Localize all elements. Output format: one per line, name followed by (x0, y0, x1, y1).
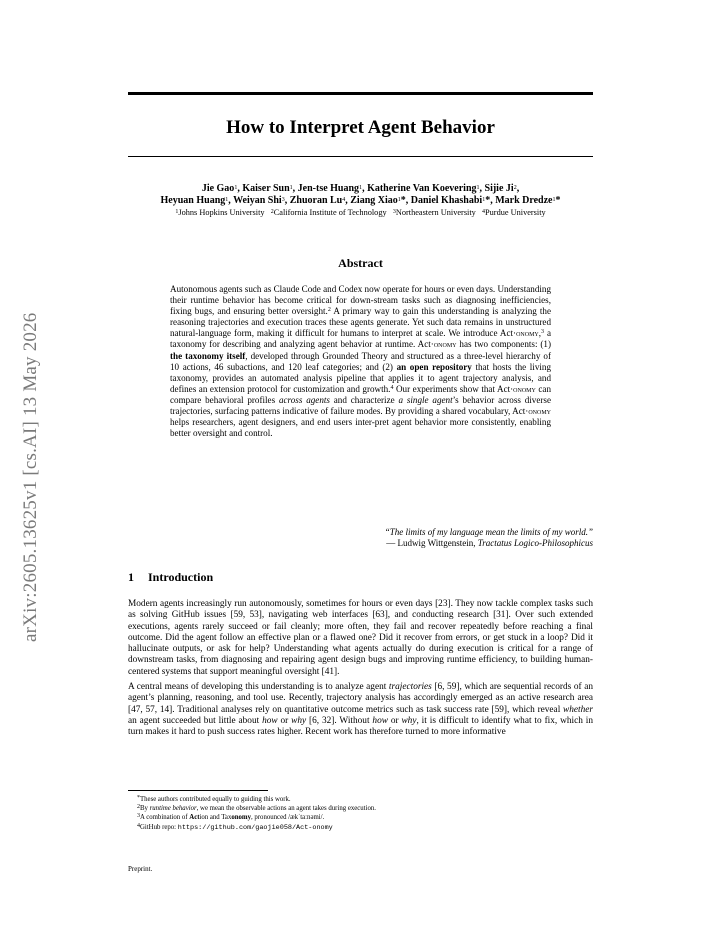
footnote-3: $^3$A combination of Action and Taxonomy, pronounced /ækˈtaːnəmi/. (137, 813, 325, 822)
section-title: Introduction (148, 570, 214, 584)
footnotes (137, 795, 593, 833)
epigraph-attribution: — Ludwig Wittgenstein, Tractatus Logico-Philosophicus (386, 538, 593, 548)
paper-title: How to Interpret Agent Behavior (226, 117, 495, 138)
footer-preprint: Preprint. (128, 865, 153, 873)
epigraph-text: “The limits of my language mean the limits of my world.” (384, 527, 593, 537)
section-heading (128, 570, 213, 585)
author-list: Jie Gao$^1$, Kaiser Sun$^1$, Jen-tse Huang$^1$, Katherine Van Koevering$^1$, Sijie Ji$^2$, Heyuan Huang$^1$, Weiyan Shi$^3$, Zhuoran Lu$^4$, Ziang Xiao$^1$*, Daniel Khashabi$^1$*, Mark Dredze$^1$* (160, 183, 561, 206)
section-number: 1 (128, 570, 134, 584)
epigraph (280, 527, 593, 549)
intro-paragraph-1: Modern agents increasingly run autonomously, sometimes for hours or even days [23]. They now tackle complex tasks such as solving GitHub issues [59, 53], navigating web interfaces [63], and conducting research [31]. Over such extended executions, agents rarely succeed or fail cleanly; more often, they fail and recover repeatedly before reaching a final outcome. Did the agent follow an effective plan or a flawed one? Did it recover from errors, or get stuck in a loop? Did it hallucinate outputs, or ask for help? Understanding what agents actually do during execution is critical for a range of downstream tasks, from diagnosing and repairing agent design bugs and improving runtime efficiency, to building human-centered systems that support meaningful oversight [41]. (128, 599, 593, 677)
abstract-heading: Abstract (338, 256, 383, 270)
footnote-1: *These authors contributed equally to guiding this work. (137, 795, 291, 803)
arxiv-identifier: arXiv:2605.13625v1 [cs.AI] 13 May 2026 (20, 312, 41, 642)
abstract-body: Autonomous agents such as Claude Code and Codex now operate for hours or even days. Understanding their runtime behavior has become critical for down-stream tasks such as diagnosing inefficiencies, fixing bugs, and ensuring better oversight.$^2$ A primary way to gain this understanding is analyzing the reasoning trajectories and execution traces these agents generate. Yet such data remains in unstructured natural-language form, making it difficult for humans to interpret at scale. We introduce Act·onomy,$^3$ a taxonomy for describing and analyzing agent behavior at runtime. Act·onomy has two components: (1) the taxonomy itself, developed through Grounded Theory and structured as a three-level hierarchy of 10 actions, 46 subactions, and 120 leaf categories; and (2) an open repository that hosts the living taxonomy, provides an automated analysis pipeline that applies it to agent trajectory analysis, and defines an extension protocol for customization and growth.$^4$ Our experiments show that Act·onomy can compare behavioral profiles across agents and characterize a single agent’s behavior across diverse trajectories, surfacing patterns indicative of failure modes. By providing a shared vocabulary, Act·onomy helps researchers, agent designers, and end users inter-pret agent behavior more consistently, enabling better oversight and control. (170, 284, 551, 439)
title-top-rule (128, 92, 593, 95)
arxiv-watermark (20, 262, 48, 642)
footnote-2: $^2$By runtime behavior, we mean the observable actions an agent takes during execution. (137, 804, 376, 813)
footnote-rule (128, 790, 268, 791)
title-bottom-rule (128, 156, 593, 157)
github-link[interactable]: https://github.com/gaojie058/Act-onomy (177, 823, 333, 832)
footnote-4: $^4$GitHub repo: https://github.com/gaojie058/Act-onomy (137, 822, 333, 832)
intro-paragraph-2: A central means of developing this understanding is to analyze agent trajectories [6, 59], which are sequential records of an agent’s planning, reasoning, and tool use. Recently, trajectory analysis has accordingly emerged as an active research area [47, 57, 14]. Traditional analyses rely on quantitative outcome metrics such as task success rate [59], which reveal whether an agent succeeded but little about how or why [6, 32]. Without how or why, it is difficult to identify what to fix, which in turn makes it hard to push success rates higher. Recent work has therefore turned to more informative (128, 682, 593, 738)
affiliations: $^1$Johns Hopkins University $^2$California Institute of Technology $^3$Northeastern University $^4$Purdue University (175, 208, 546, 217)
